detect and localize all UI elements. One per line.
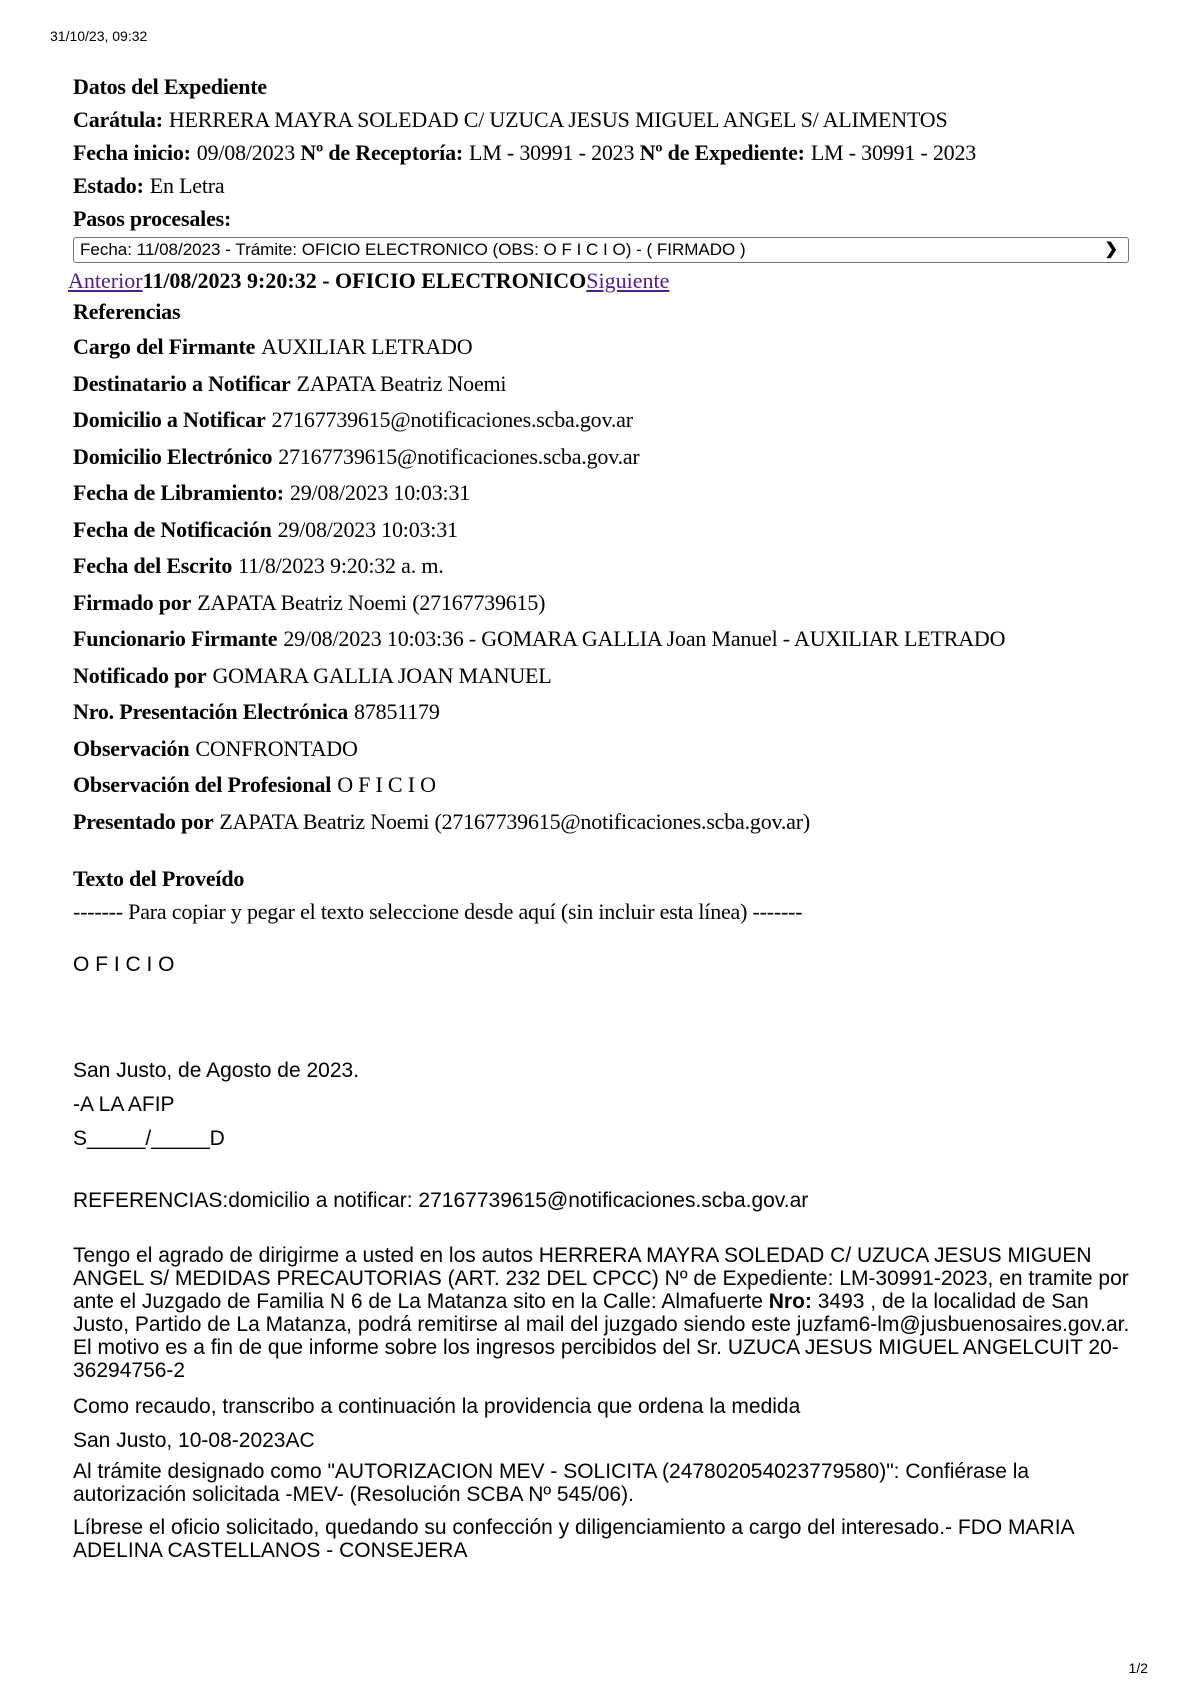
ref-value: 27167739615@notificaciones.scba.gov.ar [271,407,633,432]
siguiente-link[interactable]: Siguiente [586,268,670,293]
ref-label: Domicilio a Notificar [73,407,266,432]
ref-value: 11/8/2023 9:20:32 a. m. [238,553,444,578]
place-date: San Justo, de Agosto de 2023. [73,1059,360,1082]
ref-row [73,366,1133,403]
ref-label: Cargo del Firmante [73,334,256,359]
referencias-list [73,329,1133,840]
ref-label: Funcionario Firmante [73,626,278,651]
ref-value: O F I C I O [337,772,436,797]
ref-row [73,694,1133,731]
ref-value: 29/08/2023 10:03:36 - GOMARA GALLIA Joan Manuel - AUXILIAR LETRADO [283,626,1006,651]
pasos-selected-value: Fecha: 11/08/2023 - Trámite: OFICIO ELECTRONICO (OBS: O F I C I O) - ( FIRMADO ) [80,240,746,259]
ref-row [73,402,1133,439]
estado-value: En Letra [149,173,225,198]
salutation-sd: S_____/_____D [73,1127,225,1150]
estado-row [73,169,1133,202]
ref-value: CONFRONTADO [195,735,358,761]
ref-row [73,512,1133,549]
caratula-value: HERRERA MAYRA SOLEDAD C/ UZUCA JESUS MIGUEL ANGEL S/ ALIMENTOS [168,107,948,132]
ref-label: Presentado por [73,808,214,834]
ref-row [73,804,1133,841]
ref-value: 29/08/2023 10:03:31 [289,480,471,505]
ref-label: Fecha del Escrito [73,553,233,578]
pasos-label: Pasos procesales: [73,206,232,231]
expediente-value: LM - 30991 - 2023 [810,140,977,165]
ref-label: Firmado por [73,589,192,615]
oficio-body-paragraph: Tengo el agrado de dirigirme a usted en los autos HERRERA MAYRA SOLEDAD C/ UZUCA JESUS MIGUEN ANGEL S/ MEDIDAS PRECAUTORIAS (ART. 232 DEL CPCC) Nº de Expediente: LM-30991-2023, en tramite por ante el Juzgado de Familia N 6 de La Matanza sito en la Calle: Almafuerte Nro: 3493 , de la localidad de San Justo, Partido de La Matanza, podrá remitirse al mail del juzgado siendo este juzfam6-lm@jusbuenosaires.gov.ar. El motivo es a fin de que informe sobre los ingresos percibidos del Sr. UZUCA JESUS MIGUEL ANGELCUIT 20-36294756-2 [73,1244,1130,1382]
ref-row [73,475,1133,512]
providencia-date: San Justo, 10-08-2023AC [73,1429,315,1452]
page-number: 1/2 [1128,1660,1148,1676]
ref-row [73,731,1133,768]
ref-label: Fecha de Notificación [73,516,272,542]
ref-label: Domicilio Electrónico [73,443,273,469]
print-datetime: 31/10/23, 09:32 [50,28,148,44]
ref-label: Destinatario a Notificar [73,370,291,396]
ref-row [73,658,1133,695]
ref-value: 27167739615@notificaciones.scba.gov.ar [278,443,640,469]
pasos-procesales-select[interactable] [73,237,1129,263]
referencias-line: REFERENCIAS:domicilio a notificar: 27167739615@notificaciones.scba.gov.ar [73,1189,809,1212]
proveido-title: Texto del Proveído [73,866,245,891]
copy-hint: ------- Para copiar y pegar el texto seleccione desde aquí (sin incluir esta línea) ------- [73,899,803,924]
fecha-inicio-row [73,136,1133,169]
oficio-heading: O F I C I O [73,953,175,976]
ref-row [73,329,1133,366]
ref-value: 29/08/2023 10:03:31 [277,516,458,542]
ref-row [73,548,1133,585]
ref-value: GOMARA GALLIA JOAN MANUEL [212,662,552,688]
ref-row [73,585,1133,622]
ref-value: AUXILIAR LETRADO [261,334,473,359]
ref-value: ZAPATA Beatriz Noemi [296,370,507,396]
document-content [68,70,1133,1562]
expediente-section-title: Datos del Expediente [73,74,268,99]
ref-label: Notificado por [73,662,207,688]
ref-label: Fecha de Libramiento: [73,480,284,505]
tramite-paragraph: Al trámite designado como "AUTORIZACION MEV - SOLICITA (247802054023779580)": Confiérase la autorización solicitada -MEV- (Resolución SCBA Nº 545/06). [73,1460,1030,1506]
estado-label: Estado: [73,173,144,198]
fecha-inicio-label: Fecha inicio: [73,140,191,165]
ref-label: Nro. Presentación Electrónica [73,699,349,724]
recaudo-line: Como recaudo, transcribo a continuación la providencia que ordena la medida [73,1395,801,1418]
expediente-label: Nº de Expediente: [639,140,805,165]
receptoria-value: LM - 30991 - 2023 [469,140,635,165]
ref-value: ZAPATA Beatriz Noemi (27167739615) [197,589,546,615]
ref-label: Observación [73,735,190,761]
anterior-link[interactable]: Anterior [68,268,143,293]
receptoria-label: Nº de Receptoría: [300,140,464,165]
step-navigation [68,265,1133,297]
ref-row [73,439,1133,476]
ref-value: ZAPATA Beatriz Noemi (27167739615@notificaciones.scba.gov.ar) [219,808,811,834]
fecha-inicio-value: 09/08/2023 [196,140,296,165]
current-step-title: 11/08/2023 9:20:32 - OFICIO ELECTRONICO [142,268,587,293]
referencias-title: Referencias [73,299,181,324]
ref-row [73,767,1133,804]
ref-label: Observación del Profesional [73,772,332,797]
addressee: -A LA AFIP [73,1093,175,1116]
caratula-label: Carátula: [73,107,163,132]
librese-paragraph: Líbrese el oficio solicitado, quedando su confección y diligenciamiento a cargo del interesado.- FDO MARIA ADELINA CASTELLANOS - CONSEJERA [73,1516,1074,1562]
caratula-row [73,103,1133,136]
ref-row [73,621,1133,658]
chevron-down-icon: ❯ [1104,241,1118,258]
ref-value: 87851179 [354,699,440,724]
